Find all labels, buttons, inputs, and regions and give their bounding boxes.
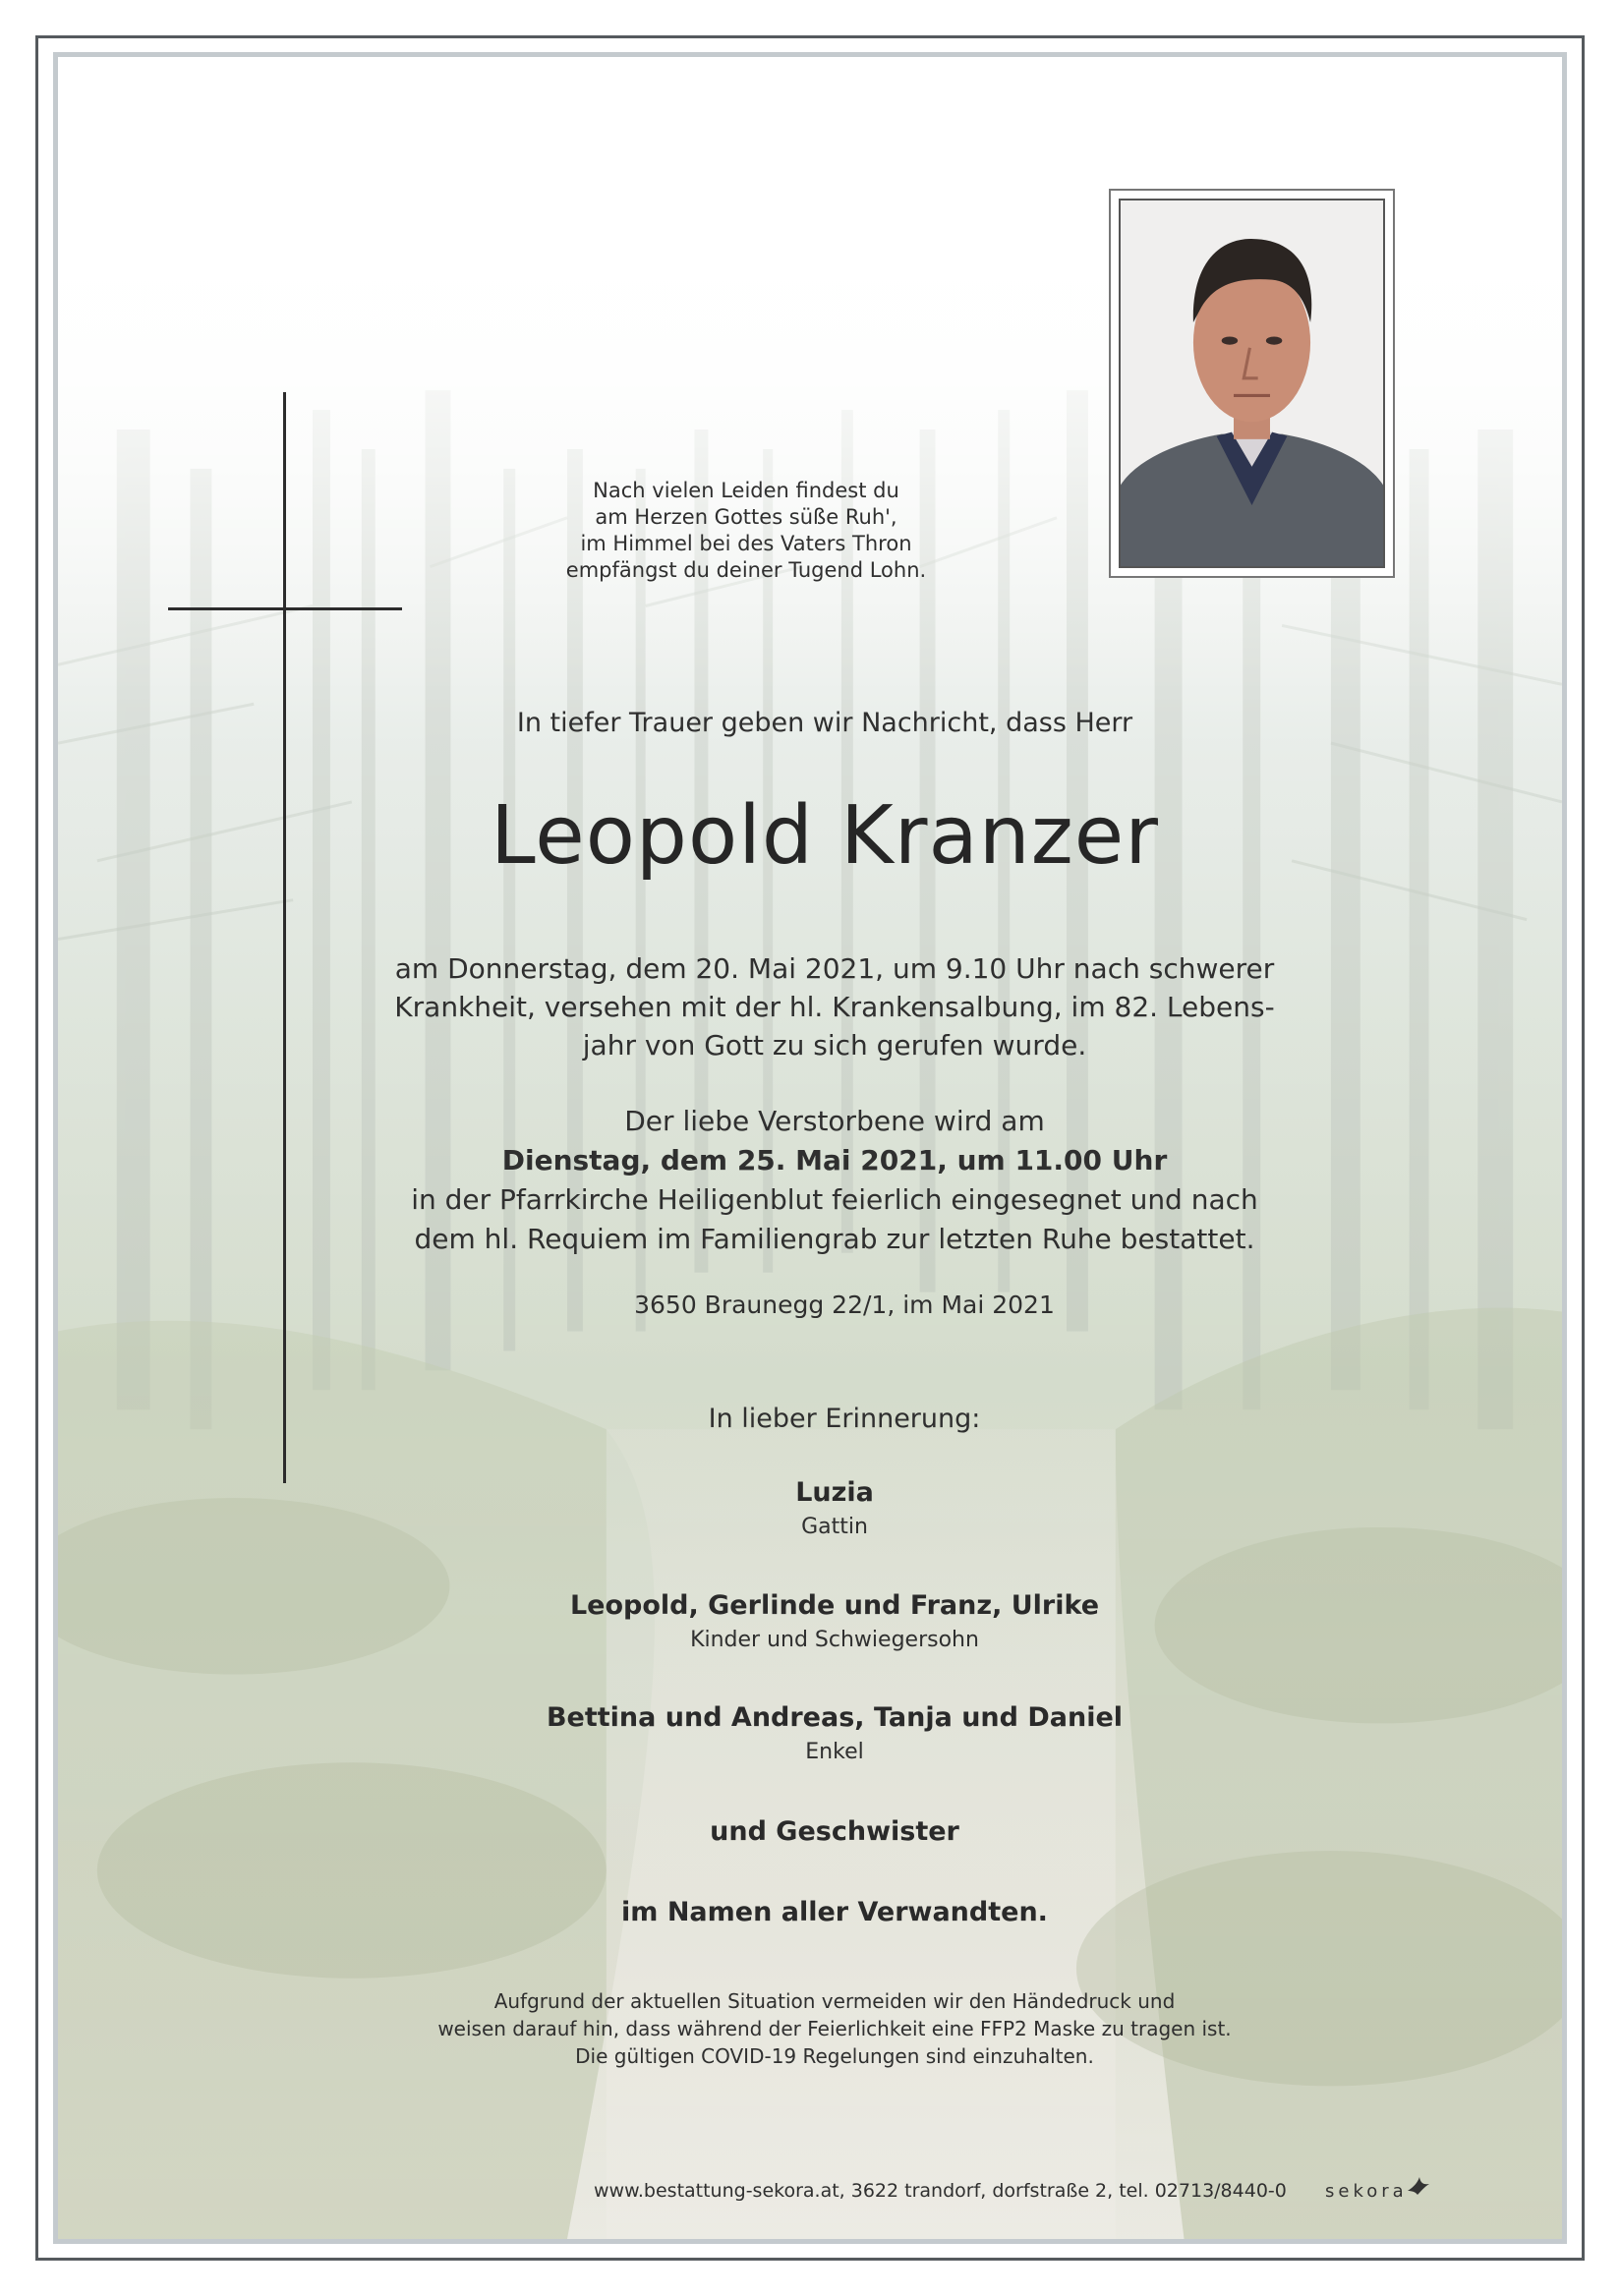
covid-line: Die gültigen COVID-19 Regelungen sind einzuhalten.: [575, 2044, 1094, 2068]
poem-line: im Himmel bei des Vaters Thron: [580, 532, 912, 555]
funeral-line: in der Pfarrkirche Heiligenblut feierlich eingesegnet und nach: [411, 1183, 1258, 1216]
cross-horizontal-bar: [168, 607, 402, 610]
portrait-frame: [1109, 189, 1395, 578]
deceased-name: Leopold Kranzer: [491, 789, 1159, 883]
poem: [510, 478, 982, 584]
funeral-line: dem hl. Requiem im Familiengrab zur letzten Ruhe bestattet.: [414, 1223, 1255, 1255]
death-notice: [392, 949, 1277, 1064]
obituary-page: [35, 35, 1585, 2261]
mourner-relation: Gattin: [801, 1515, 868, 1539]
death-notice-line: jahr von Gott zu sich gerufen wurde.: [582, 1029, 1087, 1062]
poem-line: am Herzen Gottes süße Ruh',: [595, 505, 897, 529]
forest-background: [53, 52, 1567, 2244]
mourner-names: Bettina und Andreas, Tanja und Daniel: [546, 1702, 1124, 1733]
mourner-names: im Namen aller Verwandten.: [621, 1897, 1048, 1927]
mourner-names: und Geschwister: [710, 1816, 959, 1847]
mourner-names: Luzia: [795, 1477, 874, 1508]
place-date: 3650 Braunegg 22/1, im Mai 2021: [634, 1291, 1055, 1319]
memory-heading: In lieber Erinnerung:: [708, 1404, 981, 1434]
death-notice-line: Krankheit, versehen mit der hl. Krankensalbung, im 82. Lebens-: [394, 991, 1275, 1023]
covid-notice: [412, 1987, 1257, 2070]
covid-line: weisen darauf hin, dass während der Feierlichkeit eine FFP2 Maske zu tragen ist.: [437, 2017, 1232, 2040]
logo-text: sekora: [1325, 2181, 1408, 2202]
mourner-relation: Enkel: [805, 1740, 864, 1764]
funeral-announcement: [392, 1102, 1277, 1259]
poem-line: empfängst du deiner Tugend Lohn.: [565, 558, 927, 582]
portrait-icon: [1121, 201, 1383, 566]
death-notice-line: am Donnerstag, dem 20. Mai 2021, um 9.10 Uhr nach schwerer: [394, 952, 1275, 985]
cross-vertical-bar: [283, 392, 286, 1483]
funeral-line: Der liebe Verstorbene wird am: [624, 1105, 1045, 1137]
sekora-logo: [1325, 2175, 1433, 2214]
poem-line: Nach vielen Leiden findest du: [593, 479, 899, 502]
funeral-date: Dienstag, dem 25. Mai 2021, um 11.00 Uhr: [501, 1144, 1168, 1177]
mourner-relation: Kinder und Schwiegersohn: [690, 1628, 979, 1652]
covid-line: Aufgrund der aktuellen Situation vermeiden wir den Händedruck und: [493, 1989, 1176, 2013]
intro-text: In tiefer Trauer geben wir Nachricht, dass Herr: [516, 708, 1133, 738]
footer-contact: www.bestattung-sekora.at, 3622 trandorf, dorfstraße 2, tel. 02713/8440-0: [594, 2180, 1287, 2202]
mourner-names: Leopold, Gerlinde und Franz, Ulrike: [569, 1590, 1100, 1621]
bird-icon: [1406, 2175, 1431, 2197]
portrait-photo: [1119, 199, 1385, 568]
